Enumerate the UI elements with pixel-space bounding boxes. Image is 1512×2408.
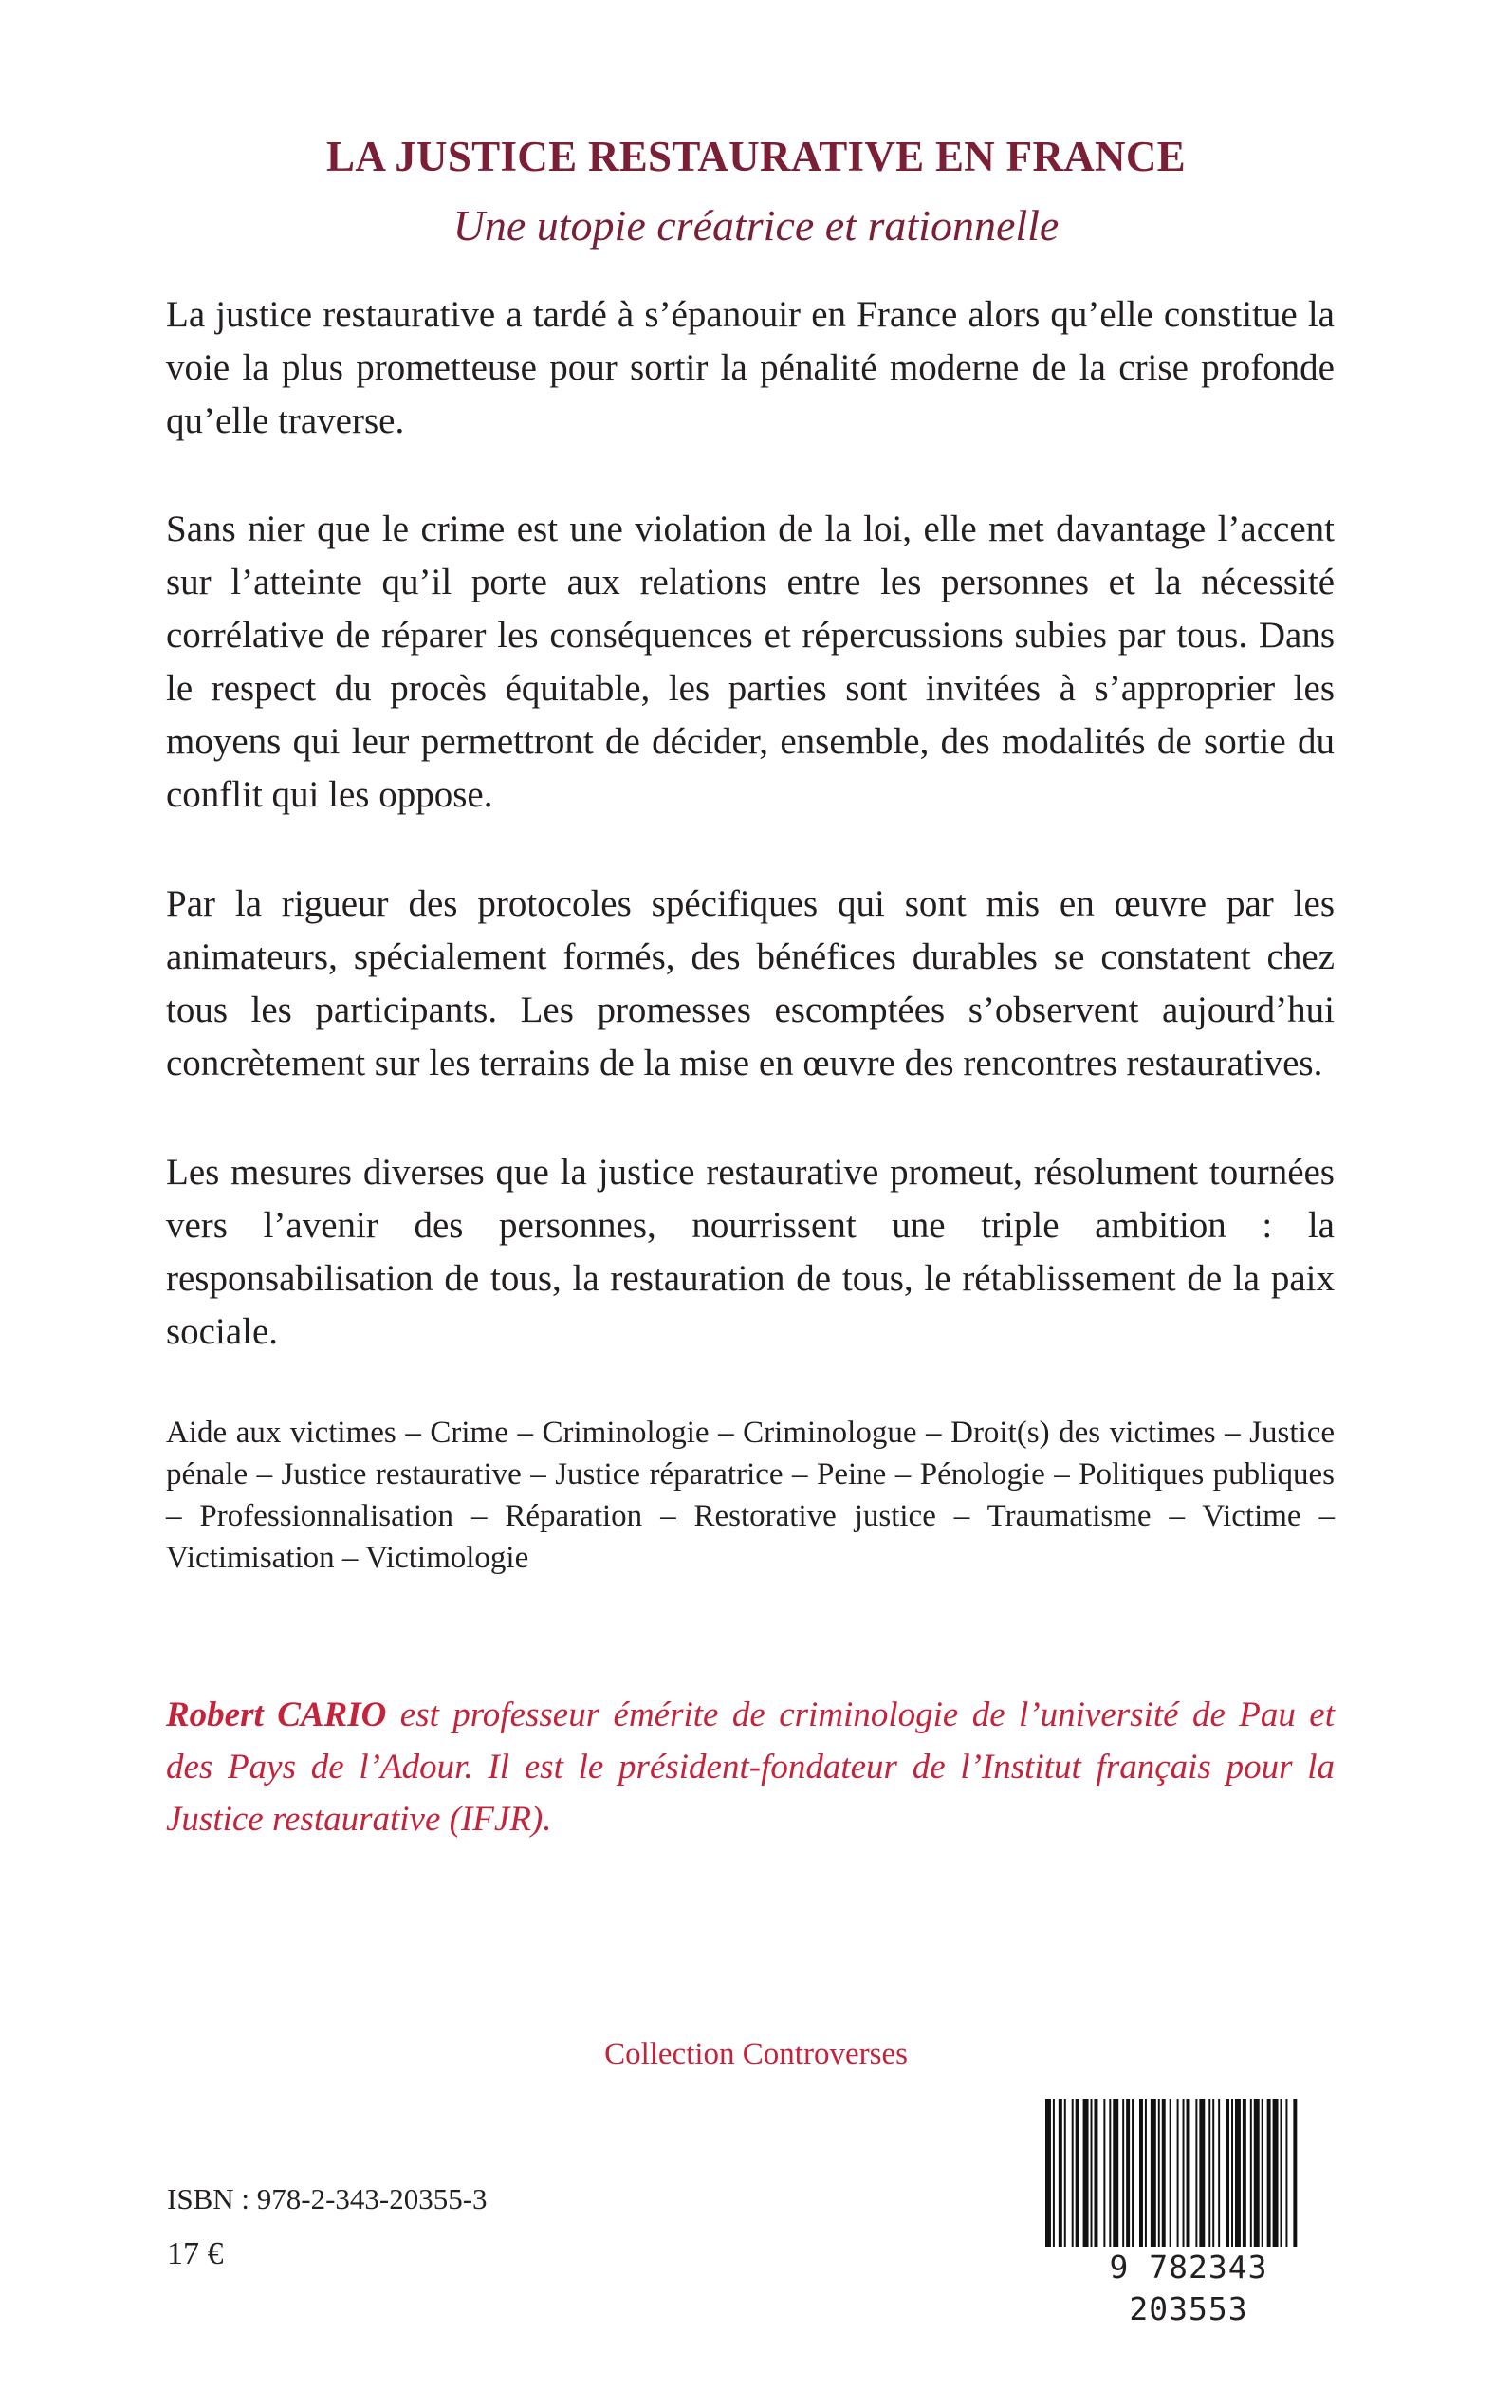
- book-title: LA JUSTICE RESTAURATIVE EN FRANCE: [326, 133, 1186, 180]
- barcode-bar: [1195, 2099, 1197, 2251]
- barcode-bar: [1170, 2099, 1171, 2251]
- barcode-bar: [1208, 2099, 1210, 2251]
- barcode-bar: [1187, 2099, 1190, 2251]
- barcode-bars: [1042, 2099, 1336, 2251]
- barcode-bar: [1183, 2099, 1185, 2251]
- barcode-bar: [1091, 2099, 1093, 2251]
- barcode-bar: [1281, 2099, 1282, 2251]
- barcode-bar: [1254, 2099, 1260, 2251]
- book-subtitle: Une utopie créatrice et rationnelle: [452, 201, 1060, 250]
- barcode-bar: [1235, 2099, 1241, 2251]
- summary-paragraph-2: Sans nier que le crime est une violation de la loi, elle met davantage l’accent sur l’atteinte qu’il porte aux relations entre les personnes et la nécessité corrélative de réparer les conséquences et répercussions subies par tous. Dans le respect du procès équitable, les parties sont invitées à s’approprier les moyens qui leur permettront de décider, ensemble, des modalités de sortie du conflit qui les oppose.: [166, 509, 1335, 815]
- barcode-bar: [1162, 2099, 1166, 2251]
- barcode-bar: [1226, 2099, 1229, 2251]
- barcode-bar: [1218, 2099, 1220, 2251]
- summary-paragraph-3: Par la rigueur des protocoles spécifiques qui sont mis en œuvre par les animateurs, spécialement formés, des bénéfices durables se constatent chez tous les participants. Les promesses escomptées s’observent aujourd’hui concrètement sur les terrains de la mise en œuvre des rencontres restauratives.: [166, 883, 1335, 1084]
- barcode-bar: [1132, 2099, 1134, 2251]
- barcode-digits: 9 782343 203553: [1042, 2247, 1336, 2330]
- author-name: Robert CARIO: [166, 1695, 387, 1734]
- barcode-bar: [1139, 2099, 1143, 2251]
- barcode-bar: [1151, 2099, 1156, 2251]
- barcode-bar: [1267, 2099, 1271, 2251]
- barcode-bar: [1158, 2099, 1160, 2251]
- barcode-bar: [1083, 2099, 1089, 2251]
- barcode-bar: [1122, 2099, 1124, 2251]
- barcode-bar: [1053, 2099, 1055, 2251]
- barcode-bar: [1212, 2099, 1214, 2251]
- keywords-list: Aide aux victimes – Crime – Criminologie – Criminologue – Droit(s) des victimes – Justice pénale – Justice restaurative – Justice réparatrice – Peine – Pénologie – Politiques publiques – Professionnalisation – Réparation – Restorative justice – Traumatisme – Victime – Victimisation – Victimologie: [166, 1416, 1335, 1575]
- barcode-bar: [1231, 2099, 1233, 2251]
- barcode-bar: [1293, 2099, 1297, 2251]
- barcode-bar: [1126, 2099, 1130, 2251]
- barcode-bar: [1113, 2099, 1118, 2251]
- isbn: ISBN : 978-2-343-20355-3: [167, 2182, 488, 2215]
- barcode-bar: [1262, 2099, 1263, 2251]
- barcode-bar: [1064, 2099, 1066, 2251]
- barcode-bar: [1072, 2099, 1074, 2251]
- author-bio: [166, 1689, 1335, 1845]
- barcode-bar: [1250, 2099, 1252, 2251]
- barcode-bar: [1109, 2099, 1111, 2251]
- barcode-bar: [1076, 2099, 1079, 2251]
- barcode-bar: [1045, 2099, 1051, 2251]
- barcode-bar: [1059, 2099, 1062, 2251]
- summary-paragraph-1: La justice restaurative a tardé à s’épanouir en France alors qu’elle constitue la voie la plus prometteuse pour sortir la pénalité moderne de la crise profonde qu’elle traverse.: [166, 294, 1335, 441]
- price: 17 €: [167, 2236, 224, 2271]
- summary-paragraph-4: Les mesures diverses que la justice restaurative promeut, résolument tournées vers l’avenir des personnes, nourrissent une triple ambition : la responsabilisation de tous, la restauration de tous, le rétablissement de la paix sociale.: [166, 1152, 1335, 1352]
- barcode-bar: [1285, 2099, 1287, 2251]
- barcode-bar: [1103, 2099, 1105, 2251]
- collection-name: Collection Controverses: [604, 2037, 908, 2071]
- barcode-bar: [1094, 2099, 1097, 2251]
- barcode-bar: [1199, 2099, 1205, 2251]
- barcode-bar: [1243, 2099, 1246, 2251]
- barcode-bar: [1273, 2099, 1279, 2251]
- barcode-bar: [1177, 2099, 1179, 2251]
- barcode-bar: [1145, 2099, 1147, 2251]
- author-bio-text: est professeur émérite de criminologie de l’université de Pau et des Pays de l’Adour. Il est le président-fondateur de l’Institut français pour la Justice restaurative (IFJR).: [166, 1695, 1336, 1839]
